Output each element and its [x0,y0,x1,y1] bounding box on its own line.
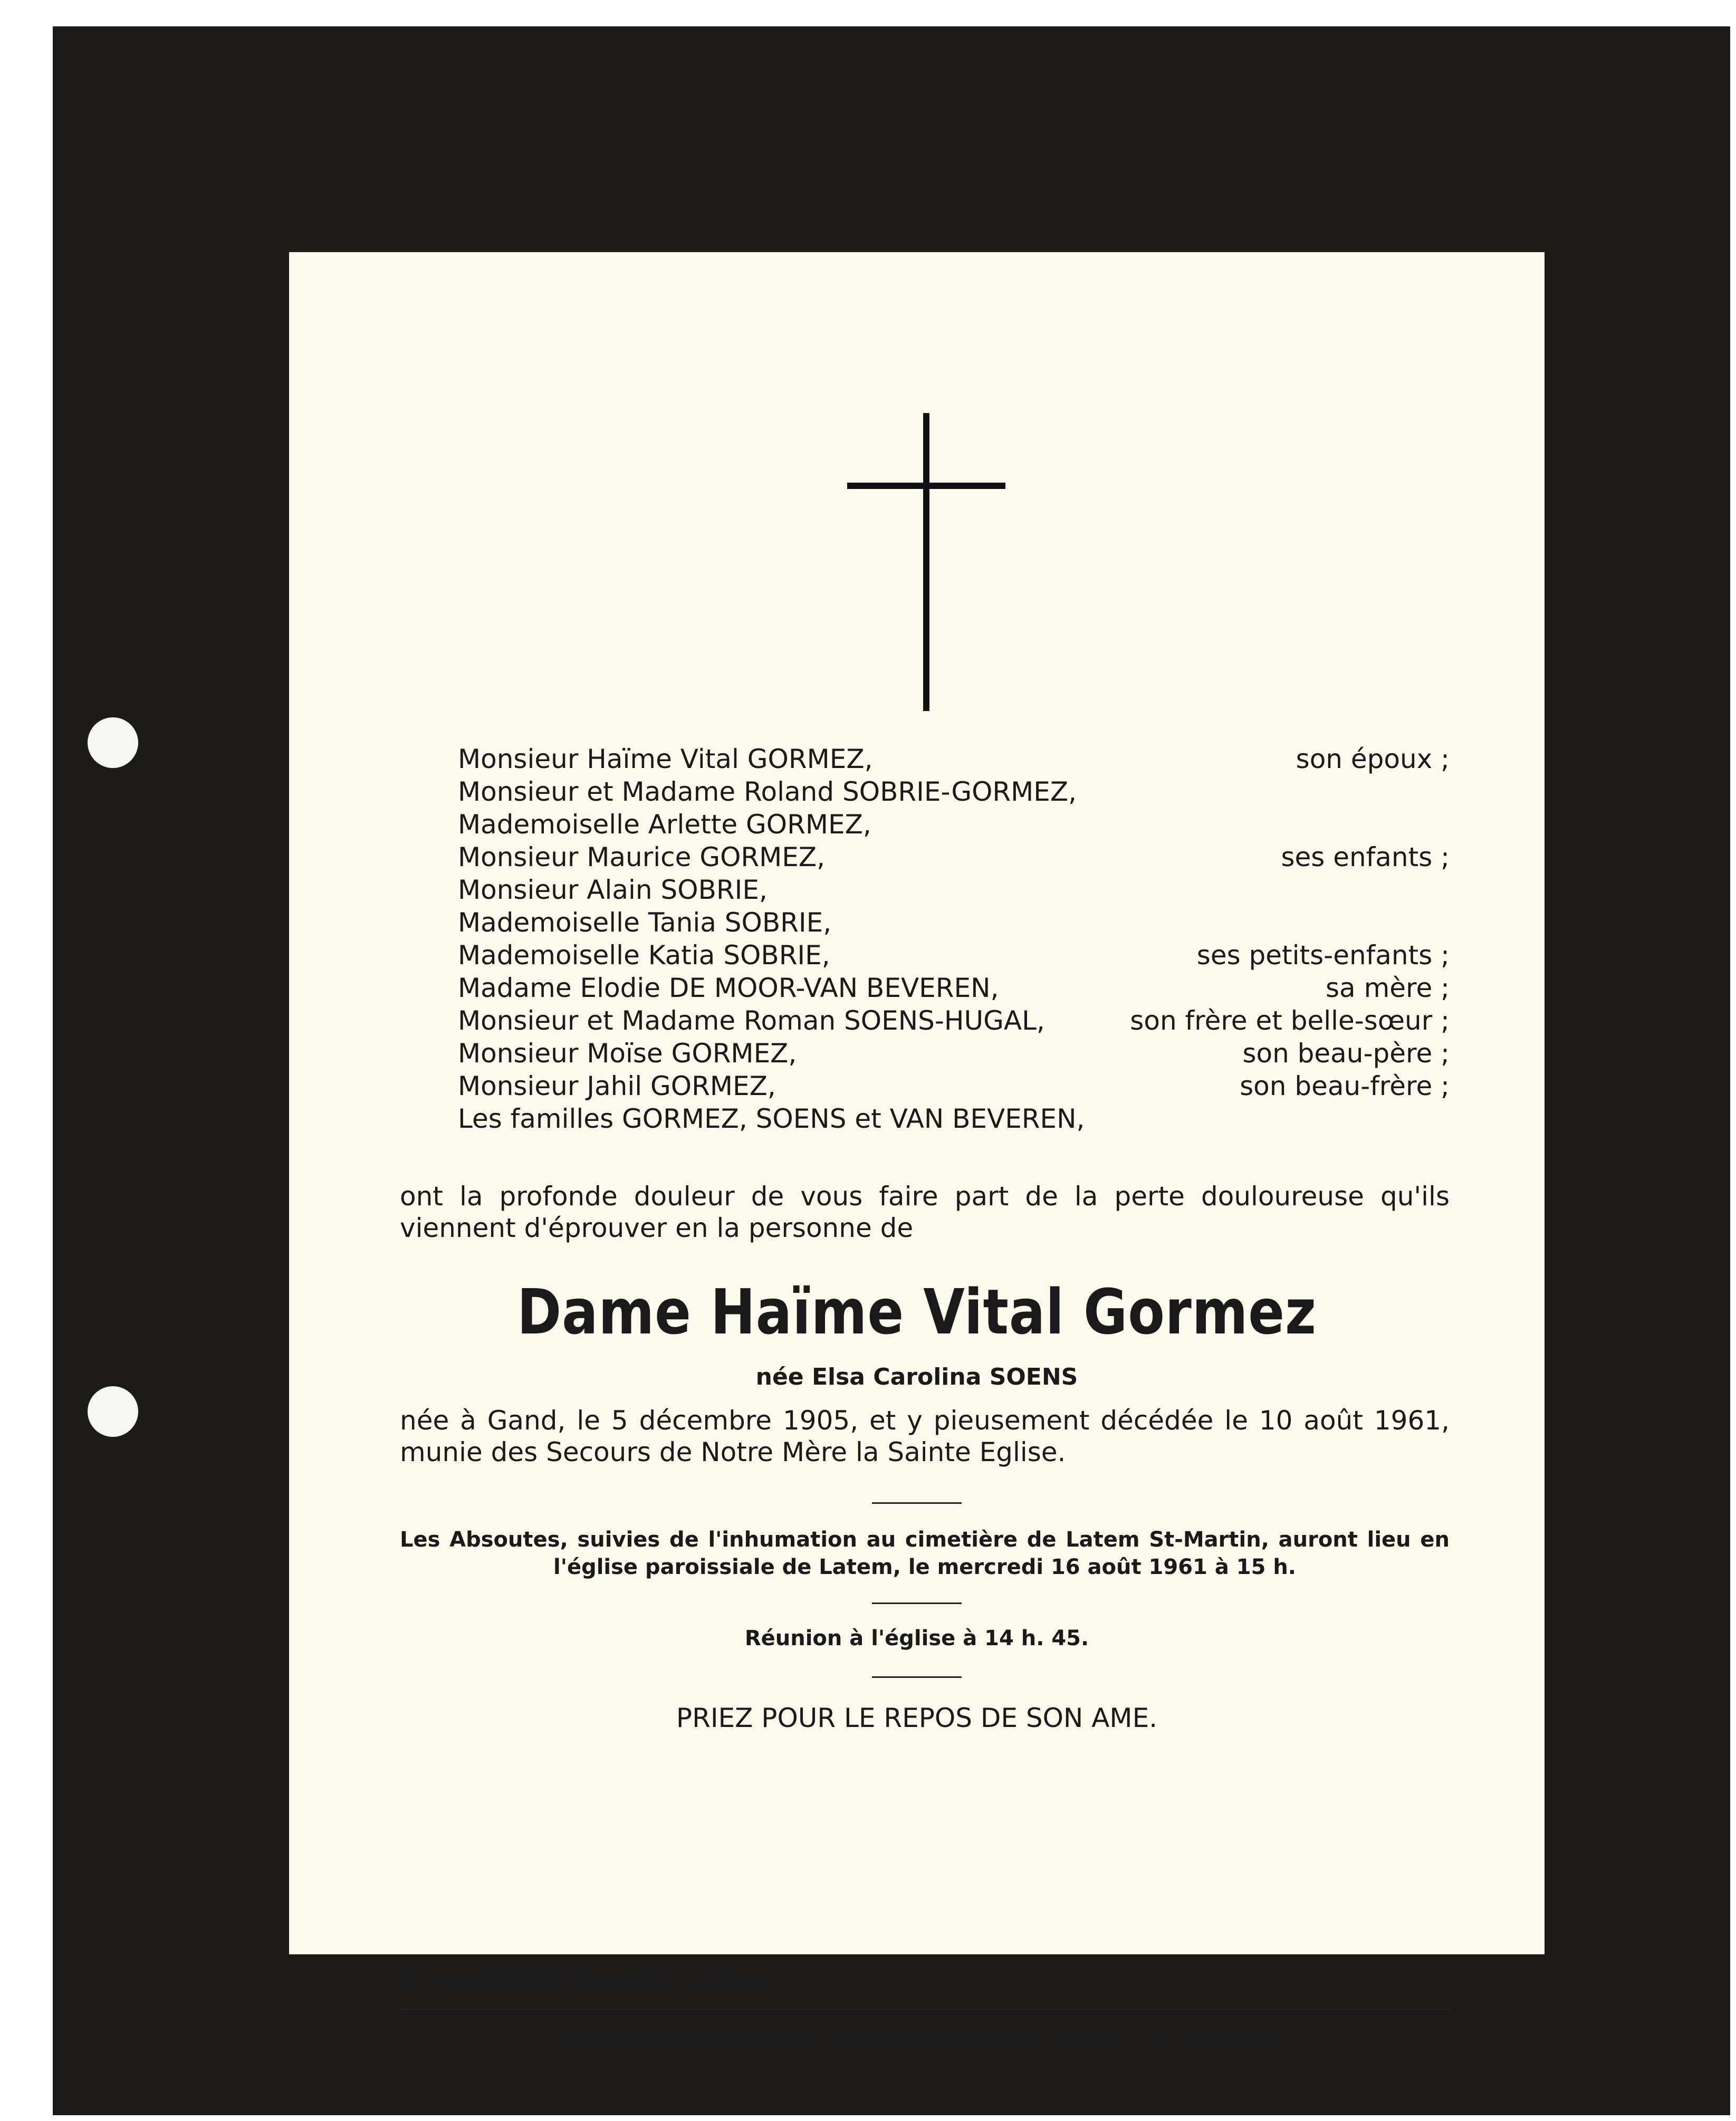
list-item: Mademoiselle Arlette GORMEZ, [458,809,871,840]
list-item: Monsieur et Madame Roland SOBRIE-GORMEZ, [458,776,1077,807]
list-item: Mademoiselle Katia SOBRIE, ses petits-enfants ; [458,940,1450,971]
address-text: 5, rue Guido Gezelle, Latem. [400,1965,778,1996]
punch-hole-bottom [88,1386,138,1437]
divider [872,1502,962,1504]
announcement-text: ont la profonde douleur de vous faire part de la perte douloureuse qu'ils viennent d'éprouver en la personne de [400,1181,1450,1243]
list-item: Monsieur Alain SOBRIE, [458,875,768,905]
mourners-list [458,743,1450,1135]
prayer-text: PRIEZ POUR LE REPOS DE SON AME. [676,1703,1158,1733]
black-mounting-board [53,26,1730,2115]
birth-death-text: née à Gand, le 5 décembre 1905, et y pieusement décédée le 10 août 1961, munie des Secours de Notre Mère la Sainte Eglise. [400,1405,1450,1467]
maiden-name: née Elsa Carolina SOENS [755,1364,1078,1390]
list-item: Madame Elodie DE MOOR-VAN BEVEREN, sa mère ; [458,973,1450,1003]
printer-credit: Pompes funèbres De Vos, 37-39-41, Haut-Port, Gand — Tél. 25.24.21 [555,2027,1279,2051]
list-item: Mademoiselle Tania SOBRIE, [458,907,832,938]
deceased-name: Dame Haïme Vital Gormez [517,1275,1317,1348]
list-item: Monsieur et Madame Roman SOENS-HUGAL, son frère et belle-sœur ; [458,1005,1450,1036]
divider [872,1676,962,1678]
divider [400,2009,1450,2010]
funeral-details: Les Absoutes, suivies de l'inhumation au cimetière de Latem St-Martin, auront lieu en l'église paroissiale de Latem, le mercredi 16 août 1961 à 15 h. [400,1528,1450,1579]
divider [872,1602,962,1604]
cross-icon [923,413,929,711]
cross-icon-bar [847,483,1005,489]
list-item: Monsieur Jahil GORMEZ, son beau-frère ; [458,1071,1450,1101]
list-item: Monsieur Maurice GORMEZ, ses enfants ; [458,842,1450,872]
gathering-text: Réunion à l'église à 14 h. 45. [744,1626,1089,1650]
list-item: Les familles GORMEZ, SOENS et VAN BEVEREN, [458,1103,1085,1134]
list-item: Monsieur Haïme Vital GORMEZ, son époux ; [458,744,1450,774]
mourning-card [289,252,1545,2051]
punch-hole-top [88,717,138,768]
list-item: Monsieur Moïse GORMEZ, son beau-père ; [458,1038,1450,1069]
